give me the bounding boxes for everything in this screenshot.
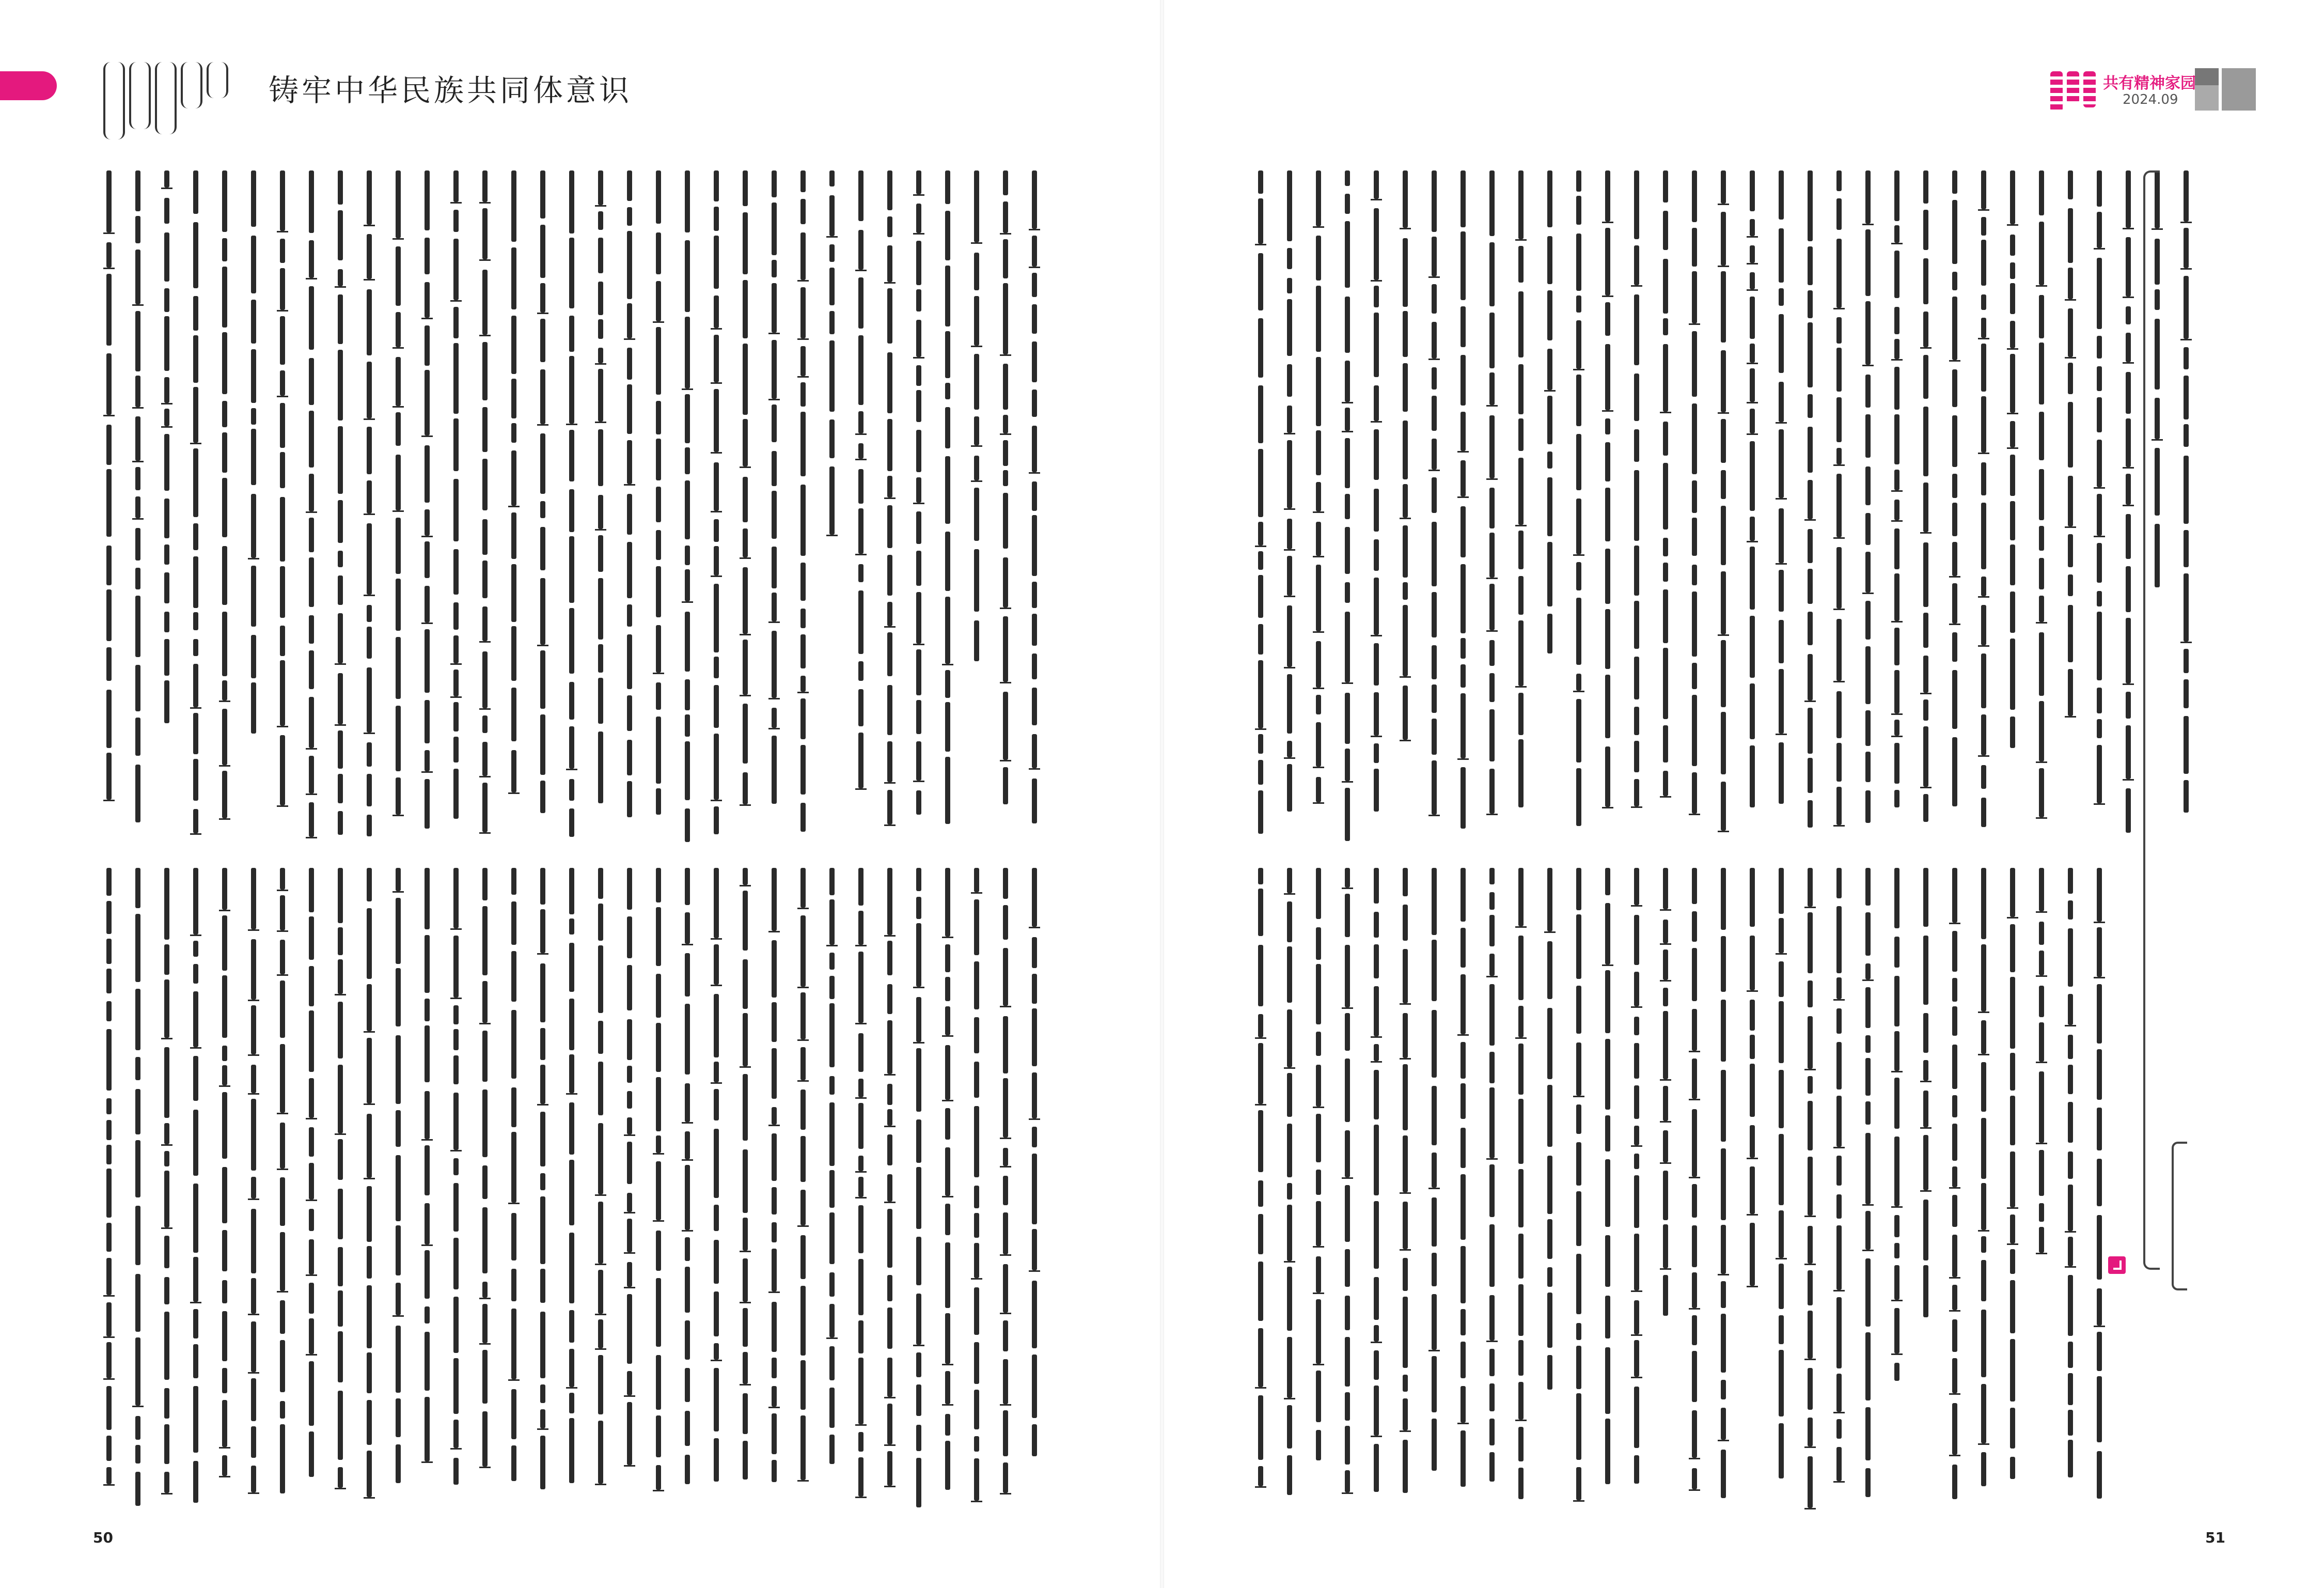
text-column: [1486, 868, 1498, 1518]
text-column: [740, 868, 751, 1513]
text-column: [768, 170, 780, 849]
text-column: [797, 868, 809, 1513]
section-tab: [0, 71, 57, 100]
text-column: [1515, 868, 1527, 1518]
text-column: [855, 868, 867, 1513]
text-column: [132, 868, 144, 1513]
text-column: [1949, 170, 1960, 850]
text-column: [711, 868, 722, 1513]
text-column: [768, 868, 780, 1513]
text-column: [277, 868, 288, 1513]
text-column: [219, 170, 230, 849]
text-column: [132, 170, 144, 849]
text-column: [450, 170, 462, 849]
text-column: [1457, 868, 1469, 1518]
issue-date: 2024.09: [2123, 92, 2178, 107]
text-column: [1776, 170, 1787, 850]
text-column: [826, 170, 838, 849]
text-column: [190, 868, 201, 1513]
text-column: [740, 170, 751, 849]
text-column: [1255, 170, 1266, 850]
text-column: [1400, 868, 1411, 1518]
text-column: [2123, 170, 2134, 850]
text-column: [1544, 170, 1556, 850]
text-column: [1284, 170, 1295, 850]
text-column: [277, 170, 288, 849]
text-column: [1400, 170, 1411, 850]
text-column: [1804, 170, 1816, 850]
text-column: [653, 868, 664, 1513]
page-number: 51: [2205, 1529, 2225, 1546]
page-title: 铸牢中华民族共同体意识: [269, 73, 633, 108]
text-column: [1573, 868, 1584, 1518]
text-column: [942, 170, 953, 849]
text-column: [335, 868, 346, 1513]
text-column: [653, 170, 664, 849]
author-bracket: [2172, 1142, 2187, 1290]
text-column: [1920, 868, 1932, 1518]
text-column: [1255, 868, 1266, 1518]
text-column: [1978, 868, 1989, 1518]
text-column: [1000, 170, 1011, 849]
text-column: [2007, 868, 2018, 1518]
text-column: [913, 170, 924, 849]
text-column: [2180, 170, 2192, 850]
text-column: [1862, 170, 1874, 850]
text-column: [1718, 868, 1729, 1518]
brand-mongolian-script: [2050, 71, 2063, 112]
text-column: [1833, 868, 1845, 1518]
text-column: [1804, 868, 1816, 1518]
text-column: [1631, 170, 1642, 850]
text-column: [1428, 868, 1440, 1518]
text-column: [1978, 170, 1989, 850]
text-column: [479, 170, 491, 849]
text-column: [335, 170, 346, 849]
text-column: [624, 170, 635, 849]
text-column: [884, 170, 896, 849]
text-column: [103, 868, 115, 1513]
body-text-upper: [103, 170, 1058, 849]
text-column: [2065, 170, 2076, 850]
text-column: [161, 170, 172, 849]
brand-mongolian-script: [2083, 71, 2096, 107]
text-column: [1747, 868, 1758, 1518]
author-bracket: [2143, 170, 2160, 1270]
text-column: [508, 868, 520, 1513]
magazine-logo-icon: [2222, 68, 2256, 111]
text-column: [1718, 170, 1729, 850]
text-column: [2094, 868, 2105, 1518]
text-column: [103, 170, 115, 849]
text-column: [942, 868, 953, 1513]
text-column: [1371, 868, 1382, 1518]
text-column: [1313, 170, 1324, 850]
text-column: [364, 868, 375, 1513]
text-column: [624, 868, 635, 1513]
text-column: [566, 868, 577, 1513]
text-column: [392, 868, 404, 1513]
text-column: [479, 868, 491, 1513]
text-column: [1486, 170, 1498, 850]
text-column: [392, 170, 404, 849]
text-column: [1342, 170, 1353, 850]
mongolian-header-script: [155, 62, 177, 134]
text-column: [1428, 170, 1440, 850]
text-column: [537, 170, 548, 849]
text-column: [248, 868, 259, 1513]
text-column: [537, 868, 548, 1513]
text-column: [1660, 170, 1671, 850]
mongolian-header-script: [181, 62, 202, 108]
text-column: [2036, 868, 2047, 1518]
text-column: [1457, 170, 1469, 850]
text-column: [421, 170, 433, 849]
text-column: [2094, 170, 2105, 850]
text-column: [1689, 170, 1700, 850]
text-column: [1747, 170, 1758, 850]
text-column: [1862, 868, 1874, 1518]
text-column: [1602, 170, 1613, 850]
text-column: [1660, 868, 1671, 1518]
mongolian-header-script: [207, 62, 228, 98]
text-column: [797, 170, 809, 849]
text-column: [2036, 170, 2047, 850]
text-column: [1949, 868, 1960, 1518]
text-column: [306, 170, 317, 849]
start-marker-icon: [2108, 1256, 2126, 1274]
text-column: [826, 868, 838, 1513]
text-column: [566, 170, 577, 849]
mongolian-header-script: [129, 62, 151, 129]
text-column: [248, 170, 259, 849]
text-column: [2065, 868, 2076, 1518]
text-column: [421, 868, 433, 1513]
text-column: [913, 868, 924, 1513]
text-column: [306, 868, 317, 1513]
text-column: [1284, 868, 1295, 1518]
text-column: [595, 868, 606, 1513]
text-column: [1631, 868, 1642, 1518]
text-column: [2007, 170, 2018, 850]
text-column: [1515, 170, 1527, 850]
mongolian-header-script: [103, 62, 125, 139]
text-column: [1920, 170, 1932, 850]
text-column: [884, 868, 896, 1513]
text-column: [1371, 170, 1382, 850]
body-text-lower: [1255, 868, 2123, 1518]
text-column: [1544, 868, 1556, 1518]
text-column: [450, 868, 462, 1513]
magazine-logo-icon: [2195, 68, 2219, 111]
text-column: [364, 170, 375, 849]
text-column: [1573, 170, 1584, 850]
body-text-lower: [103, 868, 1058, 1513]
text-column: [855, 170, 867, 849]
text-column: [1602, 868, 1613, 1518]
text-column: [1689, 868, 1700, 1518]
text-column: [1833, 170, 1845, 850]
text-column: [1000, 868, 1011, 1513]
text-column: [1029, 170, 1040, 849]
text-column: [1029, 868, 1040, 1513]
text-column: [971, 170, 982, 849]
page-number: 50: [93, 1529, 113, 1546]
brand-name: 共有精神家园: [2103, 74, 2196, 92]
text-column: [190, 170, 201, 849]
body-text-upper: [1255, 170, 2209, 850]
text-column: [508, 170, 520, 849]
text-column: [971, 868, 982, 1513]
text-column: [682, 170, 693, 849]
text-column: [1342, 868, 1353, 1518]
text-column: [1891, 868, 1903, 1518]
text-column: [682, 868, 693, 1513]
text-column: [711, 170, 722, 849]
text-column: [219, 868, 230, 1513]
text-column: [1776, 868, 1787, 1518]
text-column: [1313, 868, 1324, 1518]
text-column: [161, 868, 172, 1513]
text-column: [595, 170, 606, 849]
text-column: [1891, 170, 1903, 850]
brand-mongolian-script: [2067, 71, 2079, 103]
